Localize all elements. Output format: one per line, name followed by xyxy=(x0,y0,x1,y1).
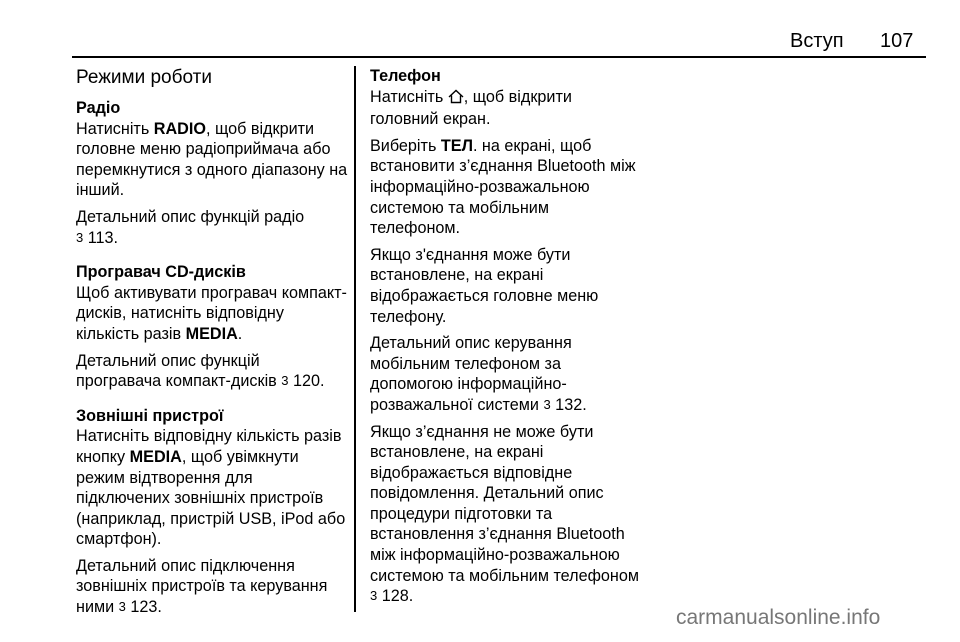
phone-paragraph-home: Натисніть , щоб відкрити головний екран. xyxy=(370,87,572,129)
cd-heading: Програвач CD-дисків xyxy=(76,263,246,282)
media-key: MEDIA xyxy=(185,324,238,343)
external-heading: Зовнішні пристрої xyxy=(76,406,224,425)
page-header-title: Вступ xyxy=(790,30,844,52)
external-paragraph: Натисніть відповідну кількість разів кнопку MEDIA, щоб увімкнути режим відтворення для підключених зовнішніх пристроїв (наприклад, пристрій USB, iPod або смартфон). xyxy=(76,427,346,549)
page-ref-icon: 3 xyxy=(370,588,378,604)
media-key: MEDIA xyxy=(129,447,182,466)
page-ref-icon: 3 xyxy=(118,599,126,615)
cd-reference: Детальний опис функцій програвача компакт-дисків 3 120. xyxy=(76,351,325,391)
tel-key: ТЕЛ xyxy=(440,136,473,155)
phone-heading: Телефон xyxy=(370,67,441,85)
cd-paragraph: Щоб активувати програвач компакт-дисків, натисніть відповідну кількість разів MEDIA. xyxy=(76,283,347,343)
page-number: 107 xyxy=(880,30,914,52)
section-title: Режими роботи xyxy=(76,67,212,88)
external-reference: Детальний опис підключення зовнішніх пристроїв та керування ними 3 123. xyxy=(76,556,328,617)
page-ref-icon: 3 xyxy=(76,229,84,245)
phone-reference: Детальний опис керування мобільним телефоном за допомогою інформаційно-розважальної системи 3 132. xyxy=(370,334,587,414)
home-icon xyxy=(448,89,464,110)
cd-page-link[interactable]: 120. xyxy=(288,372,325,391)
radio-heading: Радіо xyxy=(76,99,121,117)
page-ref-icon: 3 xyxy=(281,373,289,389)
header-rule xyxy=(72,56,926,58)
radio-paragraph: Натисніть RADIO, щоб відкрити головне меню радіоприймача або перемкнутися з одного діапазону на інший. xyxy=(76,119,348,200)
bluetooth-page-link[interactable]: 128. xyxy=(377,587,414,606)
external-page-link[interactable]: 123. xyxy=(125,598,162,617)
phone-paragraph-connected: Якщо з'єднання може бути встановлене, на екрані відображається головне меню телефону. xyxy=(370,245,599,326)
right-column xyxy=(370,66,640,607)
phone-paragraph-tel: Виберіть ТЕЛ. на екрані, щоб встановити з’єднання Bluetooth між інформаційно-розважальною системою та мобільним телефоном. xyxy=(370,136,636,238)
radio-page-link[interactable]: 113. xyxy=(83,228,119,247)
watermark: carmanualsonline.info xyxy=(676,606,881,629)
column-divider xyxy=(354,66,356,612)
radio-key: RADIO xyxy=(153,119,206,138)
phone-paragraph-failed: Якщо з’єднання не може бути встановлене, на екрані відображається відповідне повідомлення. Детальний опис процедури підготовки та встановлення з’єднання Bluetooth між інформаційно-розважальною системою та мобільним телефоном 3 128. xyxy=(370,422,639,606)
radio-reference: Детальний опис функцій радіо 3 113. xyxy=(76,207,305,247)
phone-page-link[interactable]: 132. xyxy=(550,395,587,414)
left-column xyxy=(76,66,348,618)
page-ref-icon: 3 xyxy=(543,396,551,412)
